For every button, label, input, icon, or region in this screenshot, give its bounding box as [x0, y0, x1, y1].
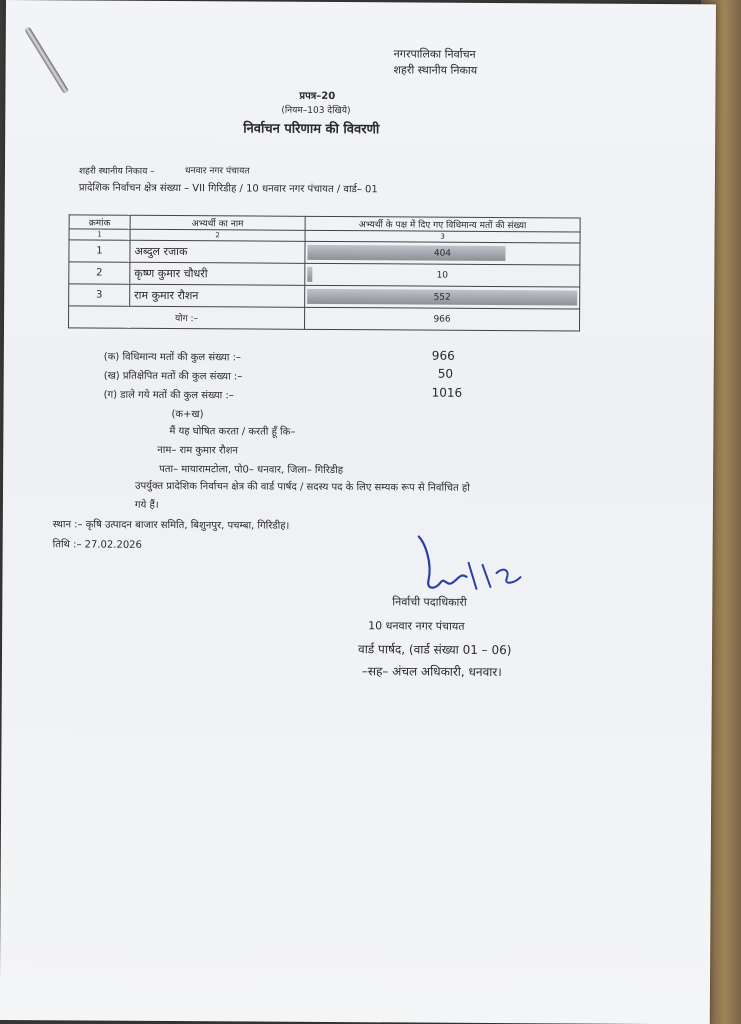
officer-line2: 10 धनवार नगर पंचायत — [368, 619, 465, 633]
row-sno: 1 — [69, 240, 130, 262]
vote-value: 404 — [433, 248, 452, 259]
row-votes — [305, 241, 580, 265]
index-1: 1 — [69, 229, 130, 240]
elected-address: पता– मायारामटोला, पो0– धनवार, जिला– गिरिडीह — [159, 463, 344, 477]
row-name: अब्दुल रजाक — [130, 240, 305, 263]
valid-votes-label: (क) विधिमान्य मतों की कुल संख्या :– — [103, 351, 241, 364]
row-votes — [305, 285, 580, 309]
rule-reference: (नियम–103 देखिये) — [281, 105, 351, 117]
elected-name: नाम– राम कुमार रौशन — [157, 444, 238, 457]
row-name: कृष्ण कुमार चौधरी — [130, 262, 305, 285]
org-line1: नगरपालिका निर्वाचन — [393, 47, 476, 61]
body-label: शहरी स्थानीय निकाय – — [78, 166, 155, 177]
row-sno: 3 — [69, 284, 130, 306]
row-votes — [305, 263, 580, 287]
cast-votes-label: (ग) डाले गये मतों की कुल संख्या :– — [103, 389, 234, 402]
rejected-votes-value: 50 — [437, 366, 454, 381]
total-label: योग :– — [68, 306, 304, 329]
row-name: राम कुमार रौशन — [130, 284, 305, 307]
cast-votes-value: 1016 — [431, 385, 463, 400]
header-votes: अभ्यर्थी के पक्ष में दिए गए विधिमान्य मतों की संख्या — [305, 216, 580, 232]
row-sno: 2 — [69, 262, 130, 284]
officer-title: निर्वाची पदाधिकारी — [392, 595, 467, 609]
total-value: 966 — [304, 307, 579, 331]
form-number: प्रपत्र–20 — [299, 90, 336, 103]
rejected-votes-label: (ख) प्रतिक्षेपित मतों की कुल संख्या :– — [103, 370, 243, 383]
cast-formula: (क+ख) — [171, 409, 204, 421]
vote-value: 552 — [433, 292, 451, 303]
declaration-line3: उपर्युक्त प्रादेशिक निर्वाचन क्षेत्र की वार्ड पार्षद / सदस्य पद के लिए सम्यक रूप से निर्वाचित हो — [134, 480, 470, 494]
place: स्थान :– कृषि उत्पादन बाजार समिति, बिशुनपुर, पचम्बा, गिरिडीह। — [52, 519, 290, 532]
date: तिथि :– 27.02.2026 — [52, 539, 142, 551]
pin-icon — [24, 26, 69, 94]
index-2: 2 — [130, 229, 305, 241]
header-name: अभ्यर्थी का नाम — [130, 215, 305, 230]
valid-votes-value: 966 — [431, 348, 455, 363]
table-row — [69, 262, 580, 287]
org-line2: शहरी स्थानीय निकाय — [393, 63, 478, 77]
body-value: धनवार नगर पंचायत — [184, 166, 250, 177]
vote-value: 10 — [436, 270, 449, 281]
table-row — [69, 240, 580, 265]
constituency: प्रादेशिक निर्वाचन क्षेत्र संख्या – VII गिरिडीह / 10 धनवार नगर पंचायत / वार्ड– 01 — [78, 182, 378, 196]
index-3: 3 — [305, 230, 580, 243]
table-row — [69, 284, 580, 309]
header-sno: क्रमांक — [69, 215, 130, 229]
total-row — [68, 306, 579, 331]
declaration-line4: गये हैं। — [134, 499, 159, 511]
document-title: निर्वाचन परिणाम की विवरणी — [243, 121, 380, 138]
declaration-line1: मैं यह घोषित करता / करती हूँ कि– — [169, 426, 296, 438]
signature-icon — [410, 532, 540, 603]
officer-line4: –सह– अंचल अधिकारी, धनवार। — [361, 664, 502, 680]
results-table — [68, 214, 581, 331]
officer-line3: वार्ड पार्षद, (वार्ड संख्या 01 – 06) — [357, 642, 512, 658]
